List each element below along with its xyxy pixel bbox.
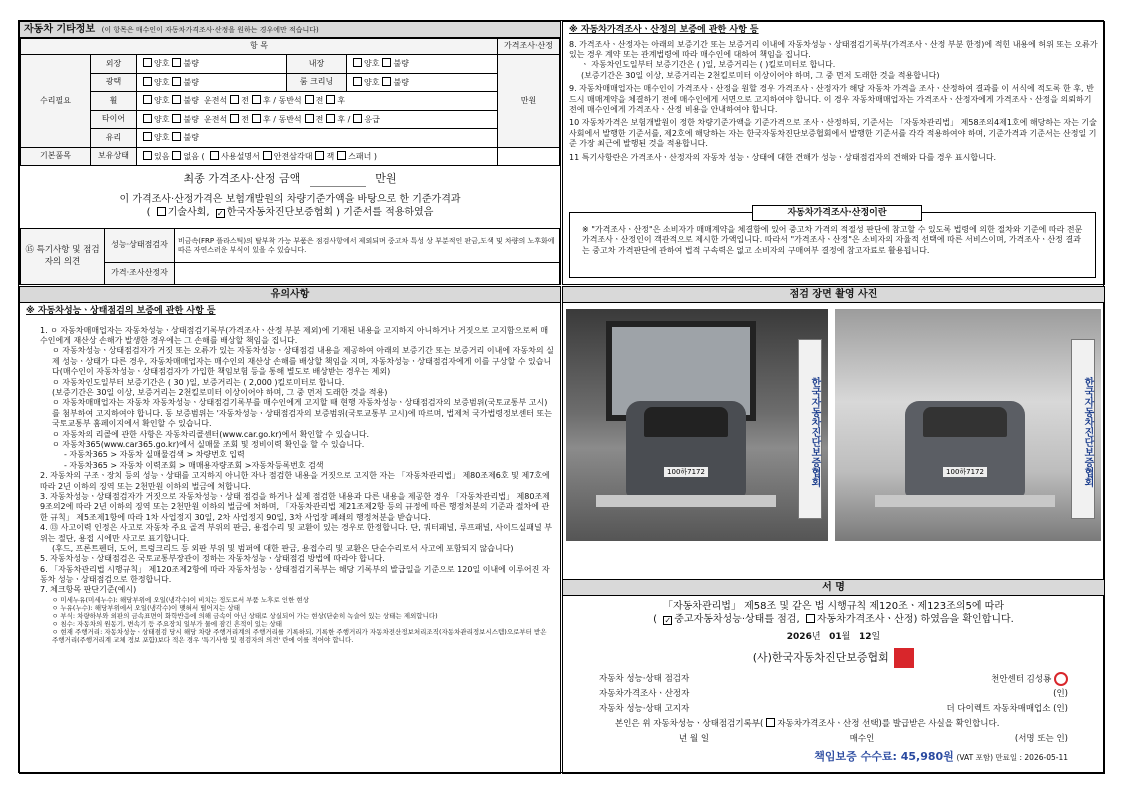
- repair-table: [20, 38, 560, 166]
- tire-label: 타이어: [91, 110, 137, 129]
- opinion-label: ⑮ 특기사항 및 점검자의 의견: [21, 229, 105, 285]
- car-rear: 100하7172: [905, 401, 1025, 497]
- other-info-subtitle: (이 항목은 매수인이 자동차가격조사·산정을 원하는 경우에만 적습니다): [101, 26, 319, 34]
- photo-sign-section: [562, 286, 1105, 774]
- sign-org: (사)한국자동차진단보증협회: [563, 648, 1104, 668]
- record-page: [18, 20, 1104, 773]
- basic-label: 기본품목: [21, 147, 91, 166]
- wheel-label: 휠: [91, 92, 137, 111]
- interior-check[interactable]: 양호 불량: [347, 55, 498, 74]
- room-cleaning-check[interactable]: 양호 불량: [347, 73, 498, 92]
- price-guarantee-title: ※ 자동차가격조사ㆍ산정의 보증에 관한 사항 등: [569, 25, 759, 35]
- basis-text: 이 가격조사·산정가격은 보험개발원의 차량기준가액을 바탕으로 한 기준가격과 ( 기술사회, ✓ 한국자동차진단보증협회 ) 기준서를 적용하였음: [119, 194, 461, 219]
- notice-section-title: ※ 자동차성능ㆍ상태점검의 보증에 관한 사항 등: [26, 306, 216, 316]
- association-banner: 한국자동차진단보증협회: [798, 339, 822, 519]
- price-definition-text: ※ "가격조사ㆍ산정"은 소비자가 매매계약을 체결함에 있어 중고차 가격의 적절성 판단에 참고할 수 있도록 법령에 의한 절차와 기준에 따라 전문 가격조사ㆍ산정인이 객관적으로 제시한 가액입니다. 따라서 "가격조사ㆍ산정"은 소비자의 자율적 선택에 따른 서비스이며, 가격조사ㆍ산정 결과는 중고차 가격판단에 관하여 법적 구속력은 없고 소비자의 구매여부 결정에 참고자료로 활용됩니다.: [582, 225, 1083, 255]
- perf-inspector-note: 비금속(FRP 플라스틱)의 탈부착 가능 부품은 점검사항에서 제외되며 중고차 특성 상 부분적인 판금,도색 및 차량의 노후화에 따른 자연스러운 부식이 있을 수 있습니다.: [175, 229, 560, 263]
- price-guarantee-items: 8. 가격조사ㆍ산정자는 아래의 보증기간 또는 보증거리 이내에 자동차성능ㆍ상태점검기록부(가격조사ㆍ산정 부분 한정)에 적힌 내용에 허위 또는 오류가 있는 경우 계약 또는 관계법령에 따라 매수인에 대하여 책임을 집니다. ㆍ 자동차인도일부터 보증기간은 ( )일, 보증거리는 ( )킬로미터로 합니다. (보증기간은 30일 이상, 보증거리는 2천킬로미터 이상이어야 하며, 그 중 먼저 도래한 것을 적용합니다) 9. 자동차매매업자는 매수인이 가격조사ㆍ산정을 원할 경우 가격조사ㆍ산정자가 해당 자동차 가격을 조사ㆍ산정하여 결과를 이 서식에 적도록 한 후, 반드시 매매계약을 체결하기 전에 매수인에게 서면으로 고지하여야 합니다. 이 경우 자동차매매업자는 가격조사ㆍ산정자에게 가격조사ㆍ산정을 의뢰하기 전에 매수인에게 가격조사ㆍ산정 비용을 안내하여야 합니다. 10 자동차가격은 보험개발원이 정한 차량기준가액을 기준가격으로 조사ㆍ산정하되, 기준서는 「자동차관리법」 제58조의4제1호에 해당하는 자는 기술사회에서 발행한 기준서를, 제2호에 해당하는 자는 한국자동차진단보증협회에서 발행한 기준서를 각각 적용하여야 하며, 기준가격과 기준서는 산정일 기준 가장 최근에 발행된 것을 적용합니다. 11 특기사항란은 가격조사ㆍ산정자의 자동차 성능ㆍ상태에 대한 견해가 성능ㆍ상태점검자의 견해와 다를 경우 표시합니다.: [569, 39, 1098, 162]
- org-seal-icon: [894, 648, 914, 668]
- wheel-check[interactable]: 양호 불량 운전석 전 후 / 동반석 전 후: [137, 92, 498, 111]
- front-photo: [566, 309, 828, 541]
- other-info-section: [19, 21, 561, 285]
- price-manwon: 만원: [498, 55, 560, 148]
- basic-items-check[interactable]: 있음 없음 ( 사용설명서 안전삼각대 잭 스패너 ): [137, 147, 498, 166]
- interior-label: 내장: [287, 55, 347, 74]
- fee-label: 책임보증 수수료: 45,980원: [814, 750, 954, 764]
- perf-inspector-label: 성능·상태점검자: [105, 229, 175, 263]
- notice-section: [19, 286, 561, 774]
- criteria-list: ㅇ 미세누유(미세누수): 해당부위에 오일(냉각수)이 비치는 정도로서 부품 노후로 인한 현상 ㅇ 누유(누수): 해당부위에서 오일(냉각수)이 맺혀서 떨어지는 상태 ㅇ 부식: 차량하부와 외판의 금속표면이 화학반응에 의해 금속이 아닌 상태로 상실되어 가는 현상(단순히 녹슬어 있는 상태는 제외합니다) ㅇ 침수: 자동차의 원동기, 변속기 등 주요장치 일부가 물에 잠긴 흔적이 있는 상태 ㅇ 현재 주행거리: 자동차성능ㆍ상태점검 당시 해당 차량 주행거리계의 주행거리를 기록하되, 기록한 주행거리가 자동차전산정보처리조직(자동차관리정보시스템)으로부터 받은 주행거리(주행거리계 교체 정보 포함)보다 적은 경우 '특기사항 및 점검자의 의견' 란에 이를 적어야 합니다.: [52, 595, 547, 645]
- car-front: 100하7172: [626, 401, 746, 497]
- col-price: 가격조사·산정: [498, 39, 560, 55]
- room-cleaning-label: 룸 크리닝: [287, 73, 347, 92]
- price-definition-box: [569, 208, 1096, 278]
- sign-header: 서 명: [563, 580, 1104, 596]
- exterior-check[interactable]: 양호 불량: [137, 55, 287, 74]
- rear-photo: [835, 309, 1101, 541]
- signer-rows: 자동차 성능·상태 점검자 천안센터 김성룡 자동차가격조사ㆍ산정자 (인) 자동차 성능·상태 고지자 더 다이렉트 자동차매매업소 (인) 본인은 위 자동차성능ㆍ상태점검기록부( 자동차가격조사ㆍ산정 선택)를 발급받은 사실을 확인합니다. 년 월 일 매수인 (서명 또는 인) 책임보증 수수료: 45,980원 (VAT 포함) 만료일 : 2026-05-11: [599, 673, 1068, 764]
- other-info-title: 자동차 기타정보: [24, 24, 96, 35]
- final-price-row: 최종 가격조사·산정 금액 만원: [20, 172, 560, 187]
- possession-label: 보유상태: [91, 147, 137, 166]
- photo-header: 점검 장면 촬영 사진: [563, 287, 1104, 303]
- tire-check[interactable]: 양호 불량 운전석 전 후 / 동반석 전 후 / 응급: [137, 110, 498, 129]
- glass-label: 유리: [91, 129, 137, 148]
- glass-check[interactable]: 양호 불량: [137, 129, 498, 148]
- gloss-check[interactable]: 양호 불량: [137, 73, 287, 92]
- inspector-seal-icon: [1054, 672, 1068, 686]
- notice-header: 유의사항: [20, 287, 560, 303]
- final-price-input[interactable]: [310, 172, 366, 187]
- sign-line2: ( ✓ 중고자동차성능·상태를 점검, 자동차가격조사ㆍ산정) 하였음을 확인합니다.: [653, 614, 1014, 625]
- association-banner: 한국자동차진단보증협회: [1071, 339, 1095, 519]
- price-guarantee-section: [562, 21, 1105, 285]
- sign-date: 2026년 01월 12일: [786, 632, 881, 642]
- fee-note: (VAT 포함) 만료일 : 2026-05-11: [956, 753, 1068, 763]
- notice-items: 1. ㅇ 자동차매매업자는 자동차성능ㆍ상태점검기록부(가격조사ㆍ산정 부분 제외)에 기재된 내용을 고지하지 아니하거나 거짓으로 고지함으로써 매수인에게 재산상 손해가 발생한 경우에는 그 손해를 배상할 책임을 집니다. ㅇ 자동차성능ㆍ상태점검자가 거짓 또는 오류가 있는 자동차성능ㆍ상태점검 내용을 제공하여 아래의 보증기간 또는 보증거리 이내에 자동차의 실제 성능ㆍ상태가 다른 경우, 자동차매매업자는 매수인의 재산상 손해를 배상할 책임을 지며, 자동차성능ㆍ상태점검자에게 이를 구상할 수 있습니다(매수인이 자동차성능ㆍ상태점검자가 가입한 책임보험 등을 통해 별도로 배상받는 경우는 제외) ㅇ 자동차인도일부터 보증기간은 ( 30 )일, 보증거리는 ( 2,000 )킬로미터로 합니다. (보증기간은 30일 이상, 보증거리는 2천킬로미터 이상이어야 하며, 그 중 먼저 도래한 것을 적용) ㅇ 자동차매매업자는 자동차 자동차성능ㆍ상태점검기록부를 매수인에게 고지할 때 현행 자동차성능ㆍ상태점검자의 보증범위(국토교통부 고시)를 첨부하여 고지하여야 합니다. 동 보증범위는 '자동차성능ㆍ상태점검자의 보증범위(국토교통부 고시)에 따르며, 법제처 국가법령정보센터 또는 국토교통부 홈페이지에서 확인할 수 있습니다. ㅇ 자동차의 리콜에 관한 사항은 자동차리콜센터(www.car.go.kr)에서 확인할 수 있습니다. ㅇ 자동차365(www.car365.go.kr)에서 실매물 조회 및 정비이력 확인을 할 수 있습니다. - 자동차365 > 자동차 실매물검색 > 차량번호 입력 - 자동차365 > 자동차 이력조회 > 매매용자량조회 >자동차등록번호 검색 2. 자동차의 구조ㆍ장치 등의 성능ㆍ상태를 고지하지 아니한 자나 점검한 내용을 거짓으로 고지한 자는 「자동차관리법」 제80조제6호 및 제7호에 따라 2년 이하의 징역 또는 2천만원 이하의 벌금에 처합니다. 3. 자동차성능ㆍ상태점검자가 거짓으로 자동차성능ㆍ상태 점검을 하거나 실제 점검한 내용과 다른 내용을 제공한 경우 「자동차관리법」 제80조제9조의2에 따라 2년 이하의 징역 또는 2천만원 이하의 벌금에 처하며, 「자동차관리법 제21조제2항 등의 규정에 따른 행정처분의 기준과 절차에 관한 규칙」 제5조제1항에 따라 1차 사업정지 30일, 2차 사업정지 90일, 3차 사업장 폐쇄의 행정처분을 받습니다. 4. ⑬ 사고이력 인정은 사고로 자동차 주요 골격 부위의 판금, 용접수리 및 교환이 있는 경우로 한정합니다. 단, 쿼터패널, 루프패널, 사이드실패널 부위는 절단, 용접 시에만 사고로 표기합니다. (후드, 프론트펜더, 도어, 트렁크리드 등 외판 부위 및 범퍼에 대한 판금, 용접수리 및 교환은 단순수리로서 사고에 포함되지 않습니다) 5. 자동차성능ㆍ상태점검은 국토교통부장관이 정하는 자동차성능ㆍ상태점검 방법에 따라야 합니다. 6. 「자동차관리법 시행규칙」 제120조제2항에 따라 자동차성능ㆍ상태점검기록부는 해당 기록부의 발급일을 기준으로 120일 이내에 이루어진 자동차 성능ㆍ상태점검으로 한정합니다. 7. 체크항목 판단기준(예시): [40, 325, 554, 595]
- repair-group-label: 수리필요: [21, 55, 91, 148]
- gloss-label: 광택: [91, 73, 137, 92]
- exterior-label: 외장: [91, 55, 137, 74]
- price-inspector-note[interactable]: [175, 263, 560, 285]
- col-item: 항 목: [21, 39, 498, 55]
- sign-area: [563, 579, 1104, 773]
- price-definition-title: 자동차가격조사·산정이란: [752, 205, 922, 221]
- opinion-table: [20, 228, 560, 285]
- price-inspector-label: 가격·조사산정자: [105, 263, 175, 285]
- sign-line1: 「자동차관리법」 제58조 및 같은 법 시행규칙 제120조ㆍ제123조의5에 따라: [662, 601, 1004, 612]
